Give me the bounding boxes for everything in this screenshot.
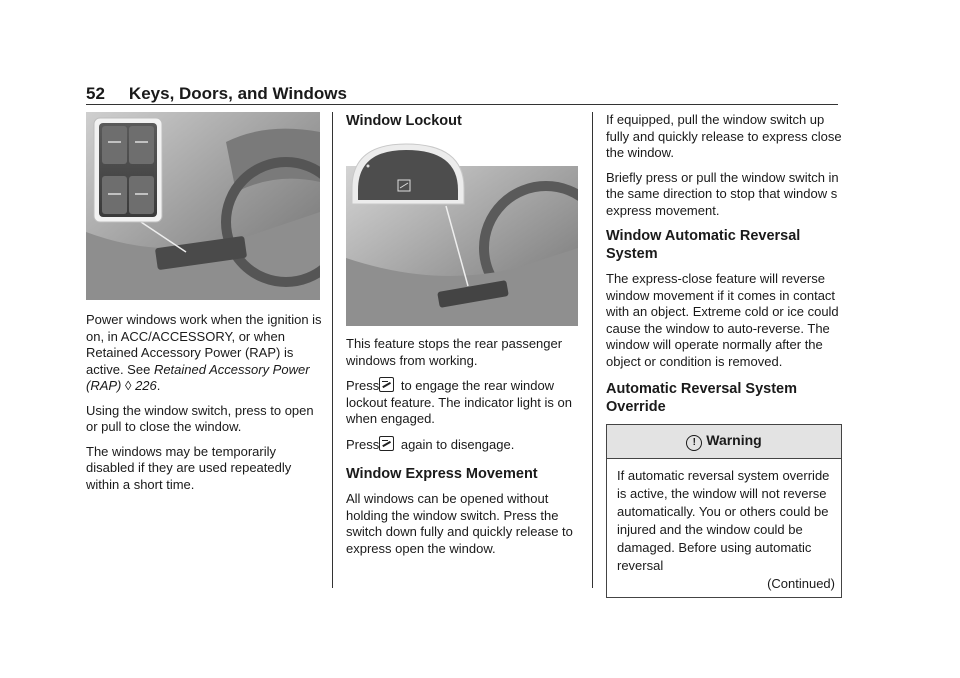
switch-usage-paragraph: Using the window switch, press to open or pull to close the window. bbox=[86, 402, 314, 434]
warning-box bbox=[606, 424, 842, 598]
warning-icon: ! bbox=[686, 435, 702, 451]
temporary-disable-paragraph: The windows may be temporarily disabled if they are used repeatedly within a short time. bbox=[86, 443, 292, 492]
section-title: Keys, Doors, and Windows bbox=[128, 84, 347, 103]
window-lockout-photo bbox=[346, 138, 578, 326]
page-header bbox=[86, 84, 347, 104]
column-2 bbox=[346, 112, 582, 565]
override-heading: Automatic Reversal System Override bbox=[606, 381, 797, 415]
warning-header: ! Warning bbox=[607, 425, 841, 459]
column-divider-2 bbox=[592, 112, 593, 588]
page-number: 52 bbox=[86, 84, 105, 103]
column-3 bbox=[606, 112, 842, 598]
rap-page-ref[interactable]: 226 bbox=[135, 378, 157, 393]
column-divider-1 bbox=[332, 112, 333, 588]
column-1 bbox=[86, 112, 322, 501]
window-lockout-icon bbox=[379, 436, 394, 451]
auto-reversal-heading: Window Automatic Reversal System bbox=[606, 228, 801, 262]
warning-text: If automatic reversal system override is active, the window will not reverse automatically. You or others could be injured and the window could be damaged. Before using automatic reversal bbox=[617, 468, 830, 573]
express-movement-heading: Window Express Movement bbox=[346, 466, 538, 482]
warning-body bbox=[607, 459, 841, 597]
continued-label: (Continued) bbox=[767, 576, 835, 591]
window-lockout-heading: Window Lockout bbox=[346, 113, 462, 129]
express-open-paragraph: All windows can be opened without holding the window switch. Press the switch down fully and quickly release to express open the window. bbox=[346, 491, 573, 556]
stop-express-paragraph: Briefly press or pull the window switch in the same direction to stop that window s express movement. bbox=[606, 169, 839, 218]
express-close-paragraph: If equipped, pull the window switch up fully and quickly release to express close the window. bbox=[606, 112, 842, 160]
auto-reversal-paragraph: The express-close feature will reverse window movement if it comes in contact with an object. Extreme cold or ice could cause the window to auto-reverse. The window will operate normally after the object or condition is removed. bbox=[606, 271, 839, 369]
lockout-description: This feature stops the rear passenger windows from working. bbox=[346, 336, 563, 368]
window-switch-photo bbox=[86, 112, 320, 300]
power-windows-paragraph: Power windows work when the ignition is on, in ACC/ACCESSORY, or when Retained Accessory Power (RAP) is active. See Retained Accessory Power (RAP) ◊ 226. bbox=[86, 312, 322, 393]
rap-reference-link[interactable]: Retained Accessory Power (RAP) bbox=[86, 361, 310, 393]
window-lockout-icon bbox=[379, 377, 394, 392]
lockout-disengage-paragraph: Press again to disengage. bbox=[346, 436, 515, 452]
header-rule bbox=[86, 104, 838, 105]
lockout-engage-paragraph: Press to engage the rear window lockout feature. The indicator light is on when engaged. bbox=[346, 378, 572, 426]
